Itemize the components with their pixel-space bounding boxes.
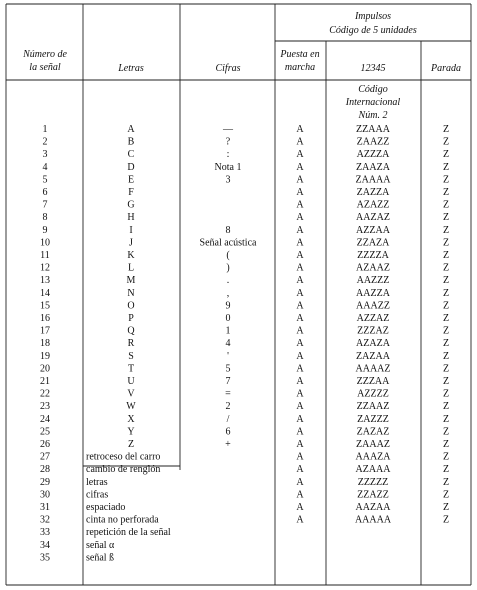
cell-codigo: AZZAA [356,224,390,236]
cell-codigo: ZZAAZ [356,401,390,413]
cell-puesta-marcha: A [296,350,304,362]
cell-puesta-marcha: A [296,300,304,312]
cell-numero: 32 [40,514,50,526]
cell-cifra: / [226,413,230,425]
cell-letra: N [127,287,135,299]
table-row [40,313,449,324]
cell-letra: R [127,338,135,350]
cell-codigo: AAAAA [354,514,392,526]
table-row [43,212,450,223]
cell-parada: Z [442,300,450,312]
cell-cifra: 7 [225,376,231,387]
cell-puesta-marcha: A [296,237,304,249]
table-grid [6,4,471,585]
table-row [40,540,115,551]
cell-numero: 20 [40,363,50,375]
cell-parada: Z [442,287,450,299]
cell-letra: cifras [86,489,109,501]
codigo-internacional-label-2: Internacional [345,97,401,108]
cell-letra: cambio de renglón [86,464,161,476]
table-row [43,200,450,211]
cell-cifra: = [225,388,231,400]
cell-parada: Z [442,502,450,513]
cell-parada: Z [442,413,450,425]
cell-codigo: ZZZZZ [357,476,389,488]
cell-codigo: AZAZA [356,338,390,350]
cell-letra: letras [86,476,108,488]
cell-cifra: 3 [225,174,231,186]
table-row [40,464,449,475]
cell-cifra: 0 [225,313,231,324]
cell-codigo: AZAZZ [356,199,390,211]
cell-letra: B [127,136,135,148]
cell-letra: X [127,413,135,425]
cell-puesta-marcha: A [296,439,304,450]
cell-numero: 11 [40,250,50,261]
cell-codigo: AAAZZ [356,300,390,312]
code-12345-header: 12345 [360,63,386,74]
cell-parada: Z [442,212,450,224]
table-row [40,439,449,450]
cell-codigo: AZZZZ [357,388,389,400]
cell-letra: M [126,275,136,287]
parada-header: Parada [431,63,461,74]
table-row [40,250,449,261]
cell-cifra: ' [227,350,229,362]
table-row [40,263,449,274]
cell-puesta-marcha: A [296,187,304,198]
cell-numero: 17 [40,325,50,337]
cell-parada: Z [442,489,450,501]
cell-numero: 28 [40,464,50,476]
cell-cifra: — [223,124,233,135]
cell-numero: 4 [42,161,48,173]
cell-letra: señal ß [86,552,115,564]
cell-codigo: AAZZA [356,287,390,299]
cell-parada: Z [442,514,450,526]
cell-parada: Z [442,199,450,211]
cell-parada: Z [442,476,450,488]
cell-parada: Z [442,401,450,413]
table-row [43,124,450,135]
table-row [43,225,450,236]
cell-puesta-marcha: A [296,376,304,387]
cell-letra: repetición de la señal [86,527,171,539]
cell-cifra: 2 [225,401,231,413]
cell-codigo: AAZZZ [356,275,390,287]
cell-parada: Z [442,388,450,400]
cell-puesta-marcha: A [296,401,304,413]
table-row [43,174,450,185]
codigo-5-unidades-label: Código de 5 unidades [329,25,417,36]
cell-puesta-marcha: A [296,363,304,375]
cell-parada: Z [442,439,450,450]
cell-puesta-marcha: A [296,136,304,148]
cell-parada: Z [442,262,450,274]
cell-cifra: 4 [225,338,231,350]
cell-codigo: ZZAAA [356,124,390,135]
cell-parada: Z [442,350,450,362]
cell-numero: 26 [40,439,50,450]
cell-puesta-marcha: A [296,262,304,274]
table-row [40,275,449,286]
table-row [40,351,449,362]
numero-senal-label-1: Número de [23,49,67,60]
codigo-internacional-label-1: Código [358,84,388,95]
cell-parada: Z [442,187,450,198]
cell-letra: K [127,250,135,261]
cell-letra: cinta no perforada [86,514,159,526]
cell-codigo: ZZZZA [357,250,389,261]
cell-numero: 31 [40,502,50,513]
cell-cifra: Nota 1 [214,161,242,173]
cell-codigo: ZAZAZ [356,426,390,438]
cell-letra: señal α [86,539,115,551]
cell-codigo: ZAZAA [356,350,390,362]
cell-letra: C [127,149,135,161]
cell-codigo: AAZAZ [356,212,390,224]
table-row [40,502,449,513]
letras-header: Letras [118,63,144,74]
cell-numero: 33 [40,527,50,539]
cell-letra: F [128,187,134,198]
cell-parada: Z [442,426,450,438]
cell-numero: 29 [40,476,50,488]
cell-puesta-marcha: A [296,224,304,236]
cell-puesta-marcha: A [296,451,304,463]
cell-numero: 7 [42,199,48,211]
cell-letra: Z [127,439,135,450]
cell-puesta-marcha: A [296,212,304,224]
table-row [43,162,450,173]
cell-puesta-marcha: A [296,476,304,488]
cell-puesta-marcha: A [296,489,304,501]
cell-cifra: + [225,439,231,450]
cell-puesta-marcha: A [296,514,304,526]
cell-numero: 13 [40,275,50,287]
cell-parada: Z [442,275,450,287]
cell-numero: 3 [42,149,48,161]
cell-codigo: AAAZA [355,451,391,463]
cell-puesta-marcha: A [296,199,304,211]
cell-parada: Z [442,464,450,476]
cell-numero: 30 [40,489,50,501]
table-row [40,515,449,526]
cell-letra: J [129,237,133,249]
cell-codigo: AZAAZ [356,262,390,274]
table-row [40,489,449,500]
cell-parada: Z [442,124,450,135]
cell-puesta-marcha: A [296,502,304,513]
cell-puesta-marcha: A [296,413,304,425]
cell-letra: Q [127,325,135,337]
table-row [40,300,449,311]
cell-codigo: AAAAZ [355,363,391,375]
cell-cifra: ) [226,262,230,274]
cell-numero: 5 [42,174,48,186]
cell-letra: O [127,300,135,312]
cell-cifra: 6 [225,426,231,438]
cell-cifra: ( [226,250,230,261]
cell-codigo: ZAZZA [356,187,390,198]
cell-letra: S [128,350,134,362]
cell-codigo: ZAAZA [356,161,390,173]
cell-puesta-marcha: A [296,124,304,135]
table-row [40,338,449,349]
table-row [43,149,450,160]
cell-puesta-marcha: A [296,325,304,337]
cell-cifra: 9 [225,300,231,312]
table-row [40,527,171,538]
cell-cifra: ? [225,136,231,148]
cell-cifra: Señal acústica [199,237,257,249]
cell-numero: 15 [40,300,50,312]
cell-codigo: AZZZA [356,149,390,161]
cell-numero: 12 [40,262,50,274]
cell-puesta-marcha: A [296,250,304,261]
cell-puesta-marcha: A [296,426,304,438]
cell-cifra: . [226,275,230,287]
cell-puesta-marcha: A [296,338,304,350]
cell-codigo: ZAAAZ [356,439,390,450]
cell-parada: Z [442,451,450,463]
cell-cifra: 8 [225,224,231,236]
cell-parada: Z [442,174,450,186]
cell-numero: 23 [40,401,50,413]
cell-puesta-marcha: A [296,313,304,324]
cell-parada: Z [442,313,450,324]
cell-puesta-marcha: A [296,161,304,173]
cell-parada: Z [442,325,450,337]
cell-parada: Z [442,161,450,173]
cell-numero: 24 [40,413,50,425]
cell-numero: 10 [40,237,50,249]
cell-parada: Z [442,224,450,236]
table-row [40,326,449,337]
cell-codigo: ZZZAZ [357,325,389,337]
cell-numero: 21 [40,376,50,387]
cell-codigo: AZAAA [355,464,391,476]
cell-cifra: 1 [225,325,231,337]
cell-cifra: : [226,149,230,161]
table-row [40,426,449,437]
cell-numero: 27 [40,451,50,463]
table-row [40,288,449,299]
cell-numero: 19 [40,350,50,362]
cell-puesta-marcha: A [296,287,304,299]
cell-letra: Y [127,426,135,438]
cell-numero: 14 [40,287,50,299]
cell-numero: 22 [40,388,50,400]
cell-parada: Z [442,250,450,261]
table-row [40,389,449,400]
cell-codigo: ZZAZA [356,237,390,249]
cell-numero: 25 [40,426,50,438]
table-row [40,414,449,425]
cell-letra: U [127,376,135,387]
table-header [22,11,461,74]
cell-puesta-marcha: A [296,275,304,287]
puesta-marcha-label-2: marcha [284,62,316,73]
cell-parada: Z [442,363,450,375]
cell-letra: espaciado [86,502,126,513]
cell-parada: Z [442,136,450,148]
cell-parada: Z [442,237,450,249]
impulsos-label: Impulsos [354,11,392,22]
cell-codigo: ZZAZZ [357,489,389,501]
numero-senal-label-2: la señal [29,62,61,73]
cell-codigo: ZAAZZ [356,136,390,148]
cell-numero: 8 [42,212,48,224]
cell-puesta-marcha: A [296,464,304,476]
cell-numero: 34 [40,539,50,551]
cell-numero: 1 [42,124,48,135]
cell-codigo: AZZAZ [356,313,390,324]
table-body [40,124,449,563]
cell-puesta-marcha: A [296,388,304,400]
cell-letra: V [127,388,135,400]
cell-parada: Z [442,338,450,350]
cell-numero: 16 [40,313,50,324]
cell-codigo: ZAZZZ [357,413,389,425]
code-subheader [345,84,401,121]
codigo-internacional-label-3: Núm. 2 [358,110,388,121]
cell-numero: 9 [42,224,48,236]
cell-codigo: AAZAA [355,502,391,513]
table-row [43,137,450,148]
table-row [40,452,449,463]
cell-parada: Z [442,149,450,161]
table-row [40,363,449,374]
cell-numero: 2 [42,136,48,148]
table-row [40,237,449,248]
cell-letra: D [127,161,135,173]
cell-letra: P [128,313,134,324]
cell-numero: 35 [40,552,50,564]
cell-puesta-marcha: A [296,174,304,186]
cell-cifra: , [226,287,230,299]
cell-parada: Z [442,376,450,387]
cell-puesta-marcha: A [296,149,304,161]
table-row [40,401,449,412]
puesta-marcha-label-1: Puesta en [280,49,320,60]
table-row [40,376,449,387]
cell-letra: T [127,363,135,375]
cell-letra: I [129,224,133,236]
cell-codigo: ZAAAA [355,174,391,186]
table-row [40,552,114,563]
cell-letra: E [127,174,135,186]
table-row [43,187,450,198]
cell-letra: L [127,262,135,274]
cell-letra: G [127,199,135,211]
cell-cifra: 5 [225,363,231,375]
cell-codigo: ZZZAA [356,376,390,387]
table-row [40,477,449,488]
cifras-header: Cifras [215,63,241,74]
cell-letra: W [126,401,136,413]
cell-letra: H [127,212,135,224]
cell-letra: A [127,124,135,135]
cell-numero: 6 [42,187,48,198]
cell-letra: retroceso del carro [86,451,161,463]
cell-numero: 18 [40,338,50,350]
